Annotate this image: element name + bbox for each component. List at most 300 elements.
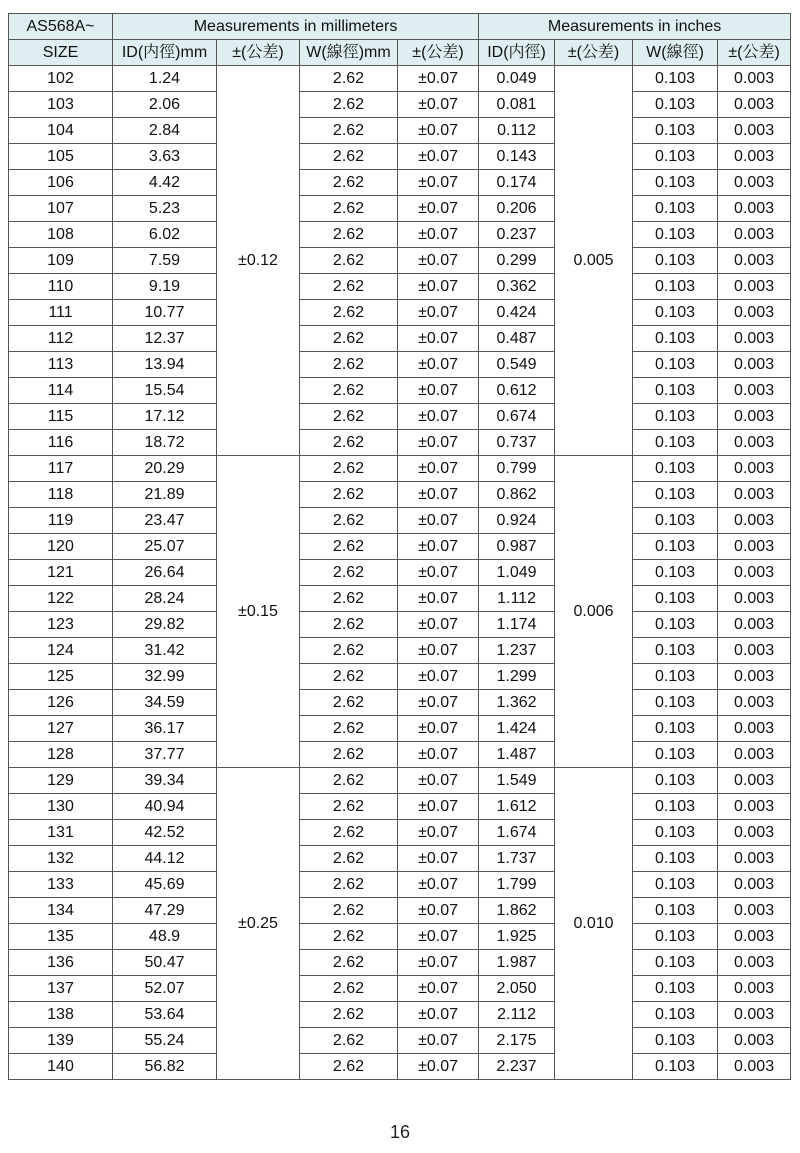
w-tol-mm-cell: ±0.07 <box>398 820 479 846</box>
w-mm-cell: 2.62 <box>300 950 398 976</box>
size-cell: 126 <box>9 690 113 716</box>
id-mm-header: ID(内徑)mm <box>113 40 217 66</box>
w-tol-mm-cell: ±0.07 <box>398 378 479 404</box>
w-tol-in-cell: 0.003 <box>718 352 791 378</box>
w-tol-mm-cell: ±0.07 <box>398 508 479 534</box>
table-row <box>9 664 791 690</box>
w-mm-cell: 2.62 <box>300 1054 398 1080</box>
w-tol-in-cell: 0.003 <box>718 508 791 534</box>
table-row <box>9 612 791 638</box>
table-row <box>9 144 791 170</box>
w-mm-cell: 2.62 <box>300 508 398 534</box>
w-tol-mm-cell: ±0.07 <box>398 586 479 612</box>
w-tol-mm-cell: ±0.07 <box>398 248 479 274</box>
id-in-cell: 0.862 <box>479 482 555 508</box>
w-mm-cell: 2.62 <box>300 248 398 274</box>
w-tol-in-cell: 0.003 <box>718 1028 791 1054</box>
table-row <box>9 1054 791 1080</box>
w-tol-in-cell: 0.003 <box>718 170 791 196</box>
w-mm-cell: 2.62 <box>300 222 398 248</box>
w-tol-in-cell: 0.003 <box>718 820 791 846</box>
w-mm-cell: 2.62 <box>300 170 398 196</box>
id-mm-cell: 53.64 <box>113 1002 217 1028</box>
id-mm-cell: 23.47 <box>113 508 217 534</box>
id-mm-cell: 13.94 <box>113 352 217 378</box>
w-tol-mm-cell: ±0.07 <box>398 482 479 508</box>
id-mm-cell: 12.37 <box>113 326 217 352</box>
w-in-cell: 0.103 <box>633 768 718 794</box>
w-in-cell: 0.103 <box>633 92 718 118</box>
w-mm-cell: 2.62 <box>300 456 398 482</box>
w-tol-mm-cell: ±0.07 <box>398 872 479 898</box>
id-mm-cell: 42.52 <box>113 820 217 846</box>
size-cell: 103 <box>9 92 113 118</box>
size-cell: 102 <box>9 66 113 92</box>
table-row <box>9 196 791 222</box>
w-tol-mm-cell: ±0.07 <box>398 560 479 586</box>
id-tol-in-cell: 0.006 <box>555 456 633 768</box>
id-mm-cell: 2.84 <box>113 118 217 144</box>
w-in-cell: 0.103 <box>633 690 718 716</box>
id-mm-cell: 21.89 <box>113 482 217 508</box>
w-tol-mm-cell: ±0.07 <box>398 66 479 92</box>
w-mm-cell: 2.62 <box>300 352 398 378</box>
w-tol-in-cell: 0.003 <box>718 1002 791 1028</box>
w-mm-cell: 2.62 <box>300 742 398 768</box>
w-tol-mm-cell: ±0.07 <box>398 1002 479 1028</box>
w-tol-mm-cell: ±0.07 <box>398 170 479 196</box>
id-mm-cell: 10.77 <box>113 300 217 326</box>
id-in-cell: 1.737 <box>479 846 555 872</box>
table-row <box>9 924 791 950</box>
id-in-cell: 0.143 <box>479 144 555 170</box>
size-cell: 121 <box>9 560 113 586</box>
w-in-cell: 0.103 <box>633 950 718 976</box>
size-cell: 107 <box>9 196 113 222</box>
w-mm-cell: 2.62 <box>300 144 398 170</box>
id-in-cell: 0.549 <box>479 352 555 378</box>
size-cell: 124 <box>9 638 113 664</box>
w-tol-in-cell: 0.003 <box>718 326 791 352</box>
id-mm-cell: 25.07 <box>113 534 217 560</box>
id-tol-mm-cell: ±0.12 <box>217 66 300 456</box>
id-mm-cell: 47.29 <box>113 898 217 924</box>
size-cell: 118 <box>9 482 113 508</box>
table-row <box>9 846 791 872</box>
id-mm-cell: 50.47 <box>113 950 217 976</box>
w-tol-mm-cell: ±0.07 <box>398 638 479 664</box>
size-cell: 128 <box>9 742 113 768</box>
w-mm-cell: 2.62 <box>300 690 398 716</box>
w-in-cell: 0.103 <box>633 794 718 820</box>
id-mm-cell: 34.59 <box>113 690 217 716</box>
w-mm-cell: 2.62 <box>300 560 398 586</box>
size-cell: 109 <box>9 248 113 274</box>
size-header: SIZE <box>9 40 113 66</box>
w-tol-in-cell: 0.003 <box>718 898 791 924</box>
w-mm-cell: 2.62 <box>300 846 398 872</box>
w-tol-mm-cell: ±0.07 <box>398 534 479 560</box>
w-in-cell: 0.103 <box>633 534 718 560</box>
table-row <box>9 690 791 716</box>
id-mm-cell: 29.82 <box>113 612 217 638</box>
w-mm-cell: 2.62 <box>300 66 398 92</box>
inch-group-header: Measurements in inches <box>479 14 791 40</box>
size-cell: 122 <box>9 586 113 612</box>
w-in-cell: 0.103 <box>633 742 718 768</box>
w-in-cell: 0.103 <box>633 1028 718 1054</box>
w-in-cell: 0.103 <box>633 352 718 378</box>
w-tol-in-cell: 0.003 <box>718 196 791 222</box>
w-tol-mm-cell: ±0.07 <box>398 664 479 690</box>
table-row <box>9 742 791 768</box>
id-mm-cell: 56.82 <box>113 1054 217 1080</box>
table-row <box>9 92 791 118</box>
id-mm-cell: 37.77 <box>113 742 217 768</box>
size-cell: 104 <box>9 118 113 144</box>
id-mm-cell: 20.29 <box>113 456 217 482</box>
w-tol-in-cell: 0.003 <box>718 924 791 950</box>
w-tol-mm-cell: ±0.07 <box>398 404 479 430</box>
table-row <box>9 300 791 326</box>
w-mm-cell: 2.62 <box>300 664 398 690</box>
table-row <box>9 820 791 846</box>
id-in-cell: 1.237 <box>479 638 555 664</box>
mm-group-header: Measurements in millimeters <box>113 14 479 40</box>
table-row <box>9 976 791 1002</box>
size-cell: 117 <box>9 456 113 482</box>
w-tol-mm-cell: ±0.07 <box>398 898 479 924</box>
size-cell: 111 <box>9 300 113 326</box>
id-mm-cell: 3.63 <box>113 144 217 170</box>
w-in-cell: 0.103 <box>633 508 718 534</box>
w-tol-in-cell: 0.003 <box>718 950 791 976</box>
id-mm-cell: 32.99 <box>113 664 217 690</box>
size-cell: 113 <box>9 352 113 378</box>
w-mm-cell: 2.62 <box>300 820 398 846</box>
w-mm-cell: 2.62 <box>300 1028 398 1054</box>
w-in-cell: 0.103 <box>633 456 718 482</box>
id-mm-cell: 55.24 <box>113 1028 217 1054</box>
w-tol-in-cell: 0.003 <box>718 430 791 456</box>
id-in-cell: 0.362 <box>479 274 555 300</box>
id-in-cell: 2.237 <box>479 1054 555 1080</box>
w-tol-in-cell: 0.003 <box>718 872 791 898</box>
w-mm-cell: 2.62 <box>300 872 398 898</box>
id-tol-mm-header: ±(公差) <box>217 40 300 66</box>
table-row <box>9 898 791 924</box>
id-in-cell: 0.799 <box>479 456 555 482</box>
size-cell: 125 <box>9 664 113 690</box>
size-cell: 119 <box>9 508 113 534</box>
table-row <box>9 430 791 456</box>
id-in-cell: 0.206 <box>479 196 555 222</box>
table-row <box>9 66 791 92</box>
table-row <box>9 534 791 560</box>
id-mm-cell: 9.19 <box>113 274 217 300</box>
size-cell: 127 <box>9 716 113 742</box>
w-mm-cell: 2.62 <box>300 196 398 222</box>
w-in-cell: 0.103 <box>633 976 718 1002</box>
w-tol-mm-cell: ±0.07 <box>398 196 479 222</box>
w-tol-mm-cell: ±0.07 <box>398 1028 479 1054</box>
w-tol-mm-cell: ±0.07 <box>398 950 479 976</box>
w-tol-mm-cell: ±0.07 <box>398 768 479 794</box>
id-mm-cell: 44.12 <box>113 846 217 872</box>
w-tol-mm-header: ±(公差) <box>398 40 479 66</box>
size-cell: 108 <box>9 222 113 248</box>
table-row <box>9 352 791 378</box>
id-in-cell: 1.112 <box>479 586 555 612</box>
w-in-cell: 0.103 <box>633 612 718 638</box>
standard-label: AS568A~ <box>9 14 113 40</box>
w-tol-in-cell: 0.003 <box>718 144 791 170</box>
w-tol-mm-cell: ±0.07 <box>398 846 479 872</box>
w-in-cell: 0.103 <box>633 248 718 274</box>
id-in-cell: 1.487 <box>479 742 555 768</box>
w-in-cell: 0.103 <box>633 274 718 300</box>
w-tol-mm-cell: ±0.07 <box>398 300 479 326</box>
table-row <box>9 638 791 664</box>
w-in-cell: 0.103 <box>633 820 718 846</box>
size-cell: 112 <box>9 326 113 352</box>
size-cell: 123 <box>9 612 113 638</box>
w-mm-cell: 2.62 <box>300 118 398 144</box>
id-in-cell: 1.612 <box>479 794 555 820</box>
w-in-cell: 0.103 <box>633 846 718 872</box>
w-in-cell: 0.103 <box>633 638 718 664</box>
w-mm-cell: 2.62 <box>300 612 398 638</box>
w-tol-in-cell: 0.003 <box>718 456 791 482</box>
id-in-cell: 0.174 <box>479 170 555 196</box>
w-tol-in-cell: 0.003 <box>718 846 791 872</box>
id-in-cell: 0.049 <box>479 66 555 92</box>
w-tol-mm-cell: ±0.07 <box>398 742 479 768</box>
w-mm-cell: 2.62 <box>300 404 398 430</box>
w-tol-mm-cell: ±0.07 <box>398 690 479 716</box>
size-cell: 120 <box>9 534 113 560</box>
id-mm-cell: 1.24 <box>113 66 217 92</box>
table-row <box>9 378 791 404</box>
w-in-cell: 0.103 <box>633 1002 718 1028</box>
table-row <box>9 1028 791 1054</box>
w-tol-mm-cell: ±0.07 <box>398 118 479 144</box>
id-in-cell: 0.612 <box>479 378 555 404</box>
w-tol-in-cell: 0.003 <box>718 248 791 274</box>
size-cell: 139 <box>9 1028 113 1054</box>
table-row <box>9 118 791 144</box>
id-in-cell: 0.487 <box>479 326 555 352</box>
w-tol-mm-cell: ±0.07 <box>398 976 479 1002</box>
w-tol-in-header: ±(公差) <box>718 40 791 66</box>
size-cell: 135 <box>9 924 113 950</box>
w-tol-in-cell: 0.003 <box>718 404 791 430</box>
id-in-cell: 1.424 <box>479 716 555 742</box>
id-in-cell: 0.674 <box>479 404 555 430</box>
w-mm-cell: 2.62 <box>300 924 398 950</box>
size-cell: 105 <box>9 144 113 170</box>
table-row <box>9 456 791 482</box>
w-tol-in-cell: 0.003 <box>718 638 791 664</box>
w-mm-cell: 2.62 <box>300 274 398 300</box>
column-header-row <box>9 40 791 66</box>
w-tol-mm-cell: ±0.07 <box>398 274 479 300</box>
id-in-header: ID(内徑) <box>479 40 555 66</box>
id-in-cell: 2.050 <box>479 976 555 1002</box>
id-mm-cell: 2.06 <box>113 92 217 118</box>
oring-size-table <box>8 13 791 1080</box>
w-tol-mm-cell: ±0.07 <box>398 326 479 352</box>
w-mm-cell: 2.62 <box>300 898 398 924</box>
group-header-row <box>9 14 791 40</box>
id-tol-mm-cell: ±0.25 <box>217 768 300 1080</box>
w-mm-cell: 2.62 <box>300 768 398 794</box>
w-in-cell: 0.103 <box>633 430 718 456</box>
w-tol-in-cell: 0.003 <box>718 742 791 768</box>
id-in-cell: 2.112 <box>479 1002 555 1028</box>
w-tol-mm-cell: ±0.07 <box>398 222 479 248</box>
size-cell: 133 <box>9 872 113 898</box>
id-in-cell: 0.987 <box>479 534 555 560</box>
w-tol-in-cell: 0.003 <box>718 976 791 1002</box>
table-row <box>9 222 791 248</box>
w-in-cell: 0.103 <box>633 586 718 612</box>
table-row <box>9 872 791 898</box>
w-tol-mm-cell: ±0.07 <box>398 1054 479 1080</box>
id-in-cell: 1.049 <box>479 560 555 586</box>
id-mm-cell: 28.24 <box>113 586 217 612</box>
size-cell: 106 <box>9 170 113 196</box>
w-in-cell: 0.103 <box>633 404 718 430</box>
table-row <box>9 586 791 612</box>
id-in-cell: 1.362 <box>479 690 555 716</box>
w-tol-in-cell: 0.003 <box>718 768 791 794</box>
table-row <box>9 768 791 794</box>
w-mm-cell: 2.62 <box>300 638 398 664</box>
table-row <box>9 248 791 274</box>
id-in-cell: 1.174 <box>479 612 555 638</box>
w-mm-cell: 2.62 <box>300 92 398 118</box>
table-row <box>9 170 791 196</box>
w-tol-mm-cell: ±0.07 <box>398 794 479 820</box>
w-tol-in-cell: 0.003 <box>718 716 791 742</box>
w-mm-cell: 2.62 <box>300 300 398 326</box>
w-tol-in-cell: 0.003 <box>718 560 791 586</box>
w-tol-in-cell: 0.003 <box>718 66 791 92</box>
id-mm-cell: 36.17 <box>113 716 217 742</box>
id-mm-cell: 52.07 <box>113 976 217 1002</box>
size-cell: 114 <box>9 378 113 404</box>
w-in-cell: 0.103 <box>633 222 718 248</box>
id-in-cell: 0.112 <box>479 118 555 144</box>
id-tol-in-cell: 0.010 <box>555 768 633 1080</box>
w-mm-cell: 2.62 <box>300 976 398 1002</box>
id-in-cell: 0.237 <box>479 222 555 248</box>
w-in-cell: 0.103 <box>633 482 718 508</box>
id-in-cell: 0.737 <box>479 430 555 456</box>
table-row <box>9 274 791 300</box>
id-mm-cell: 45.69 <box>113 872 217 898</box>
w-tol-in-cell: 0.003 <box>718 92 791 118</box>
table-row <box>9 326 791 352</box>
w-tol-mm-cell: ±0.07 <box>398 456 479 482</box>
id-mm-cell: 7.59 <box>113 248 217 274</box>
w-tol-mm-cell: ±0.07 <box>398 92 479 118</box>
w-mm-cell: 2.62 <box>300 378 398 404</box>
id-mm-cell: 4.42 <box>113 170 217 196</box>
size-cell: 131 <box>9 820 113 846</box>
id-mm-cell: 17.12 <box>113 404 217 430</box>
w-tol-mm-cell: ±0.07 <box>398 430 479 456</box>
id-tol-in-cell: 0.005 <box>555 66 633 456</box>
id-mm-cell: 48.9 <box>113 924 217 950</box>
w-in-header: W(線徑) <box>633 40 718 66</box>
table-row <box>9 950 791 976</box>
id-mm-cell: 15.54 <box>113 378 217 404</box>
id-tol-mm-cell: ±0.15 <box>217 456 300 768</box>
size-cell: 134 <box>9 898 113 924</box>
table-row <box>9 716 791 742</box>
table-row <box>9 560 791 586</box>
w-tol-in-cell: 0.003 <box>718 690 791 716</box>
size-cell: 130 <box>9 794 113 820</box>
w-in-cell: 0.103 <box>633 170 718 196</box>
w-tol-in-cell: 0.003 <box>718 222 791 248</box>
size-cell: 115 <box>9 404 113 430</box>
id-in-cell: 0.081 <box>479 92 555 118</box>
size-cell: 129 <box>9 768 113 794</box>
w-in-cell: 0.103 <box>633 1054 718 1080</box>
size-cell: 140 <box>9 1054 113 1080</box>
w-tol-mm-cell: ±0.07 <box>398 144 479 170</box>
size-cell: 136 <box>9 950 113 976</box>
w-tol-in-cell: 0.003 <box>718 300 791 326</box>
id-mm-cell: 5.23 <box>113 196 217 222</box>
size-cell: 137 <box>9 976 113 1002</box>
id-in-cell: 1.299 <box>479 664 555 690</box>
page-number: 16 <box>389 1122 411 1142</box>
w-mm-cell: 2.62 <box>300 430 398 456</box>
id-in-cell: 0.299 <box>479 248 555 274</box>
size-cell: 138 <box>9 1002 113 1028</box>
w-tol-in-cell: 0.003 <box>718 664 791 690</box>
w-mm-cell: 2.62 <box>300 716 398 742</box>
id-tol-in-header: ±(公差) <box>555 40 633 66</box>
w-tol-in-cell: 0.003 <box>718 586 791 612</box>
w-tol-in-cell: 0.003 <box>718 482 791 508</box>
w-mm-header: W(線徑)mm <box>300 40 398 66</box>
w-mm-cell: 2.62 <box>300 534 398 560</box>
w-in-cell: 0.103 <box>633 560 718 586</box>
id-in-cell: 0.924 <box>479 508 555 534</box>
table-row <box>9 794 791 820</box>
id-in-cell: 1.862 <box>479 898 555 924</box>
id-in-cell: 1.987 <box>479 950 555 976</box>
id-mm-cell: 26.64 <box>113 560 217 586</box>
w-mm-cell: 2.62 <box>300 1002 398 1028</box>
id-in-cell: 1.799 <box>479 872 555 898</box>
id-mm-cell: 31.42 <box>113 638 217 664</box>
id-mm-cell: 6.02 <box>113 222 217 248</box>
w-in-cell: 0.103 <box>633 326 718 352</box>
w-mm-cell: 2.62 <box>300 326 398 352</box>
size-cell: 110 <box>9 274 113 300</box>
w-tol-mm-cell: ±0.07 <box>398 924 479 950</box>
w-in-cell: 0.103 <box>633 898 718 924</box>
w-in-cell: 0.103 <box>633 300 718 326</box>
w-in-cell: 0.103 <box>633 196 718 222</box>
w-tol-mm-cell: ±0.07 <box>398 612 479 638</box>
